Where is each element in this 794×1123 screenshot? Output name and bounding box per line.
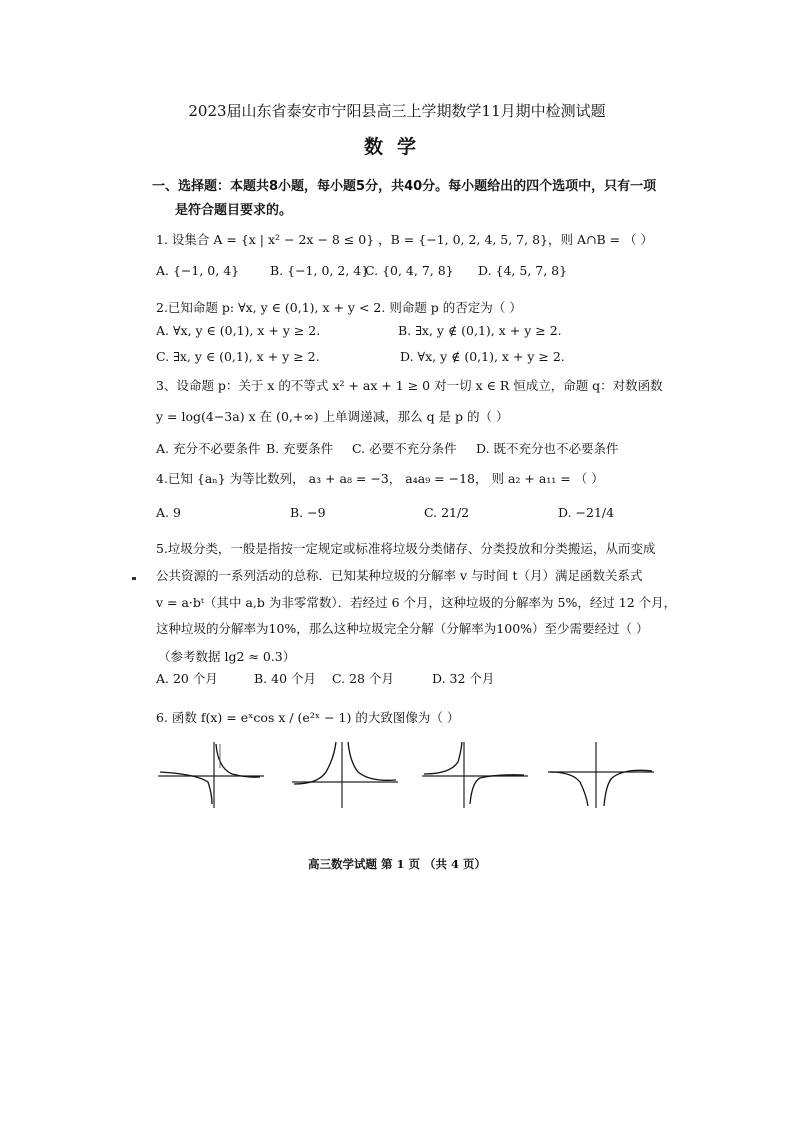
q3-option-a: A. 充分不必要条件 <box>156 441 261 456</box>
q6-graph-c <box>420 738 532 810</box>
q2-option-c: C. ∃x, y ∈ (0,1), x + y ≥ 2. <box>156 349 320 364</box>
page-footer: 高三数学试题 第 1 页 （共 4 页） <box>307 857 487 871</box>
q2-option-d: D. ∀x, y ∉ (0,1), x + y ≥ 2. <box>400 349 565 364</box>
q4-option-b: B. −9 <box>290 505 326 520</box>
q5-line4: 这种垃圾的分解率为10%，那么这种垃圾完全分解（分解率为100%）至少需要经过（ ） <box>156 621 649 636</box>
q5-line3: v = a·bᵗ（其中 a,b 为非零常数）．若经过 6 个月，这种垃圾的分解率为 5%，经过 12 个月， <box>156 595 677 610</box>
section-heading-line2: 是符合题目要求的。 <box>175 203 293 218</box>
q6-stem: 6. 函数 f(x) = eˣcos x / (e²ˣ − 1) 的大致图像为（ ） <box>156 710 460 725</box>
q6-graph-b <box>290 738 402 810</box>
q3-option-c: C. 必要不充分条件 <box>352 441 457 456</box>
q2-option-a: A. ∀x, y ∈ (0,1), x + y ≥ 2. <box>156 323 321 338</box>
q5-line1: 5.垃圾分类，一般是指按一定规定或标准将垃圾分类储存、分类投放和分类搬运，从而变成 <box>156 541 656 556</box>
q1-option-d: D. {4, 5, 7, 8} <box>478 263 568 278</box>
q5-option-b: B. 40 个月 <box>254 671 317 686</box>
q5-line2: 公共资源的一系列活动的总称．已知某种垃圾的分解率 v 与时间 t（月）满足函数关系式 <box>156 568 643 583</box>
q5-option-c: C. 28 个月 <box>332 671 394 686</box>
q3-option-b: B. 充要条件 <box>266 441 334 456</box>
q2-option-b: B. ∃x, y ∉ (0,1), x + y ≥ 2. <box>398 323 562 338</box>
scan-speck <box>132 577 136 580</box>
section-heading-line1: 一、选择题：本题共8小题，每小题5分，共40分。每小题给出的四个选项中，只有一项 <box>152 179 657 194</box>
q5-line5: （参考数据 lg2 ≈ 0.3） <box>158 649 296 664</box>
q1-option-b: B. {−1, 0, 2, 4} <box>270 263 370 278</box>
q3-line2: y = log(4−3a) x 在 (0,+∞) 上单调递减，那么 q 是 p 的（ ） <box>156 409 509 424</box>
q6-graph-d <box>546 738 658 810</box>
q1-option-a: A. {−1, 0, 4} <box>156 263 240 278</box>
q4-option-c: C. 21/2 <box>424 505 470 520</box>
subject-heading: 数学 <box>363 136 430 158</box>
q5-option-a: A. 20 个月 <box>156 671 218 686</box>
q4-option-d: D. −21/4 <box>558 505 615 520</box>
q4-option-a: A. 9 <box>156 505 181 520</box>
q5-option-d: D. 32 个月 <box>432 671 495 686</box>
q2-stem: 2.已知命题 p: ∀x, y ∈ (0,1), x + y < 2. 则命题 p 的否定为（ ） <box>156 300 522 315</box>
q6-graph-a <box>156 738 268 810</box>
q1-option-c: C. {0, 4, 7, 8} <box>365 263 454 278</box>
q4-stem: 4.已知 {aₙ} 为等比数列， a₃ + a₈ = −3， a₄a₉ = −18， 则 a₂ + a₁₁ = （ ） <box>156 471 604 486</box>
q3-option-d: D. 既不充分也不必要条件 <box>476 441 619 456</box>
q3-line1: 3、设命题 p：关于 x 的不等式 x² + ax + 1 ≥ 0 对一切 x ∈ R 恒成立，命题 q：对数函数 <box>156 378 663 393</box>
q1-stem: 1. 设集合 A = {x | x² − 2x − 8 ≤ 0} ，B = {−1, 0, 2, 4, 5, 7, 8}，则 A∩B = （ ） <box>156 232 654 247</box>
exam-title: 2023届山东省泰安市宁阳县高三上学期数学11月期中检测试题 <box>188 102 606 120</box>
